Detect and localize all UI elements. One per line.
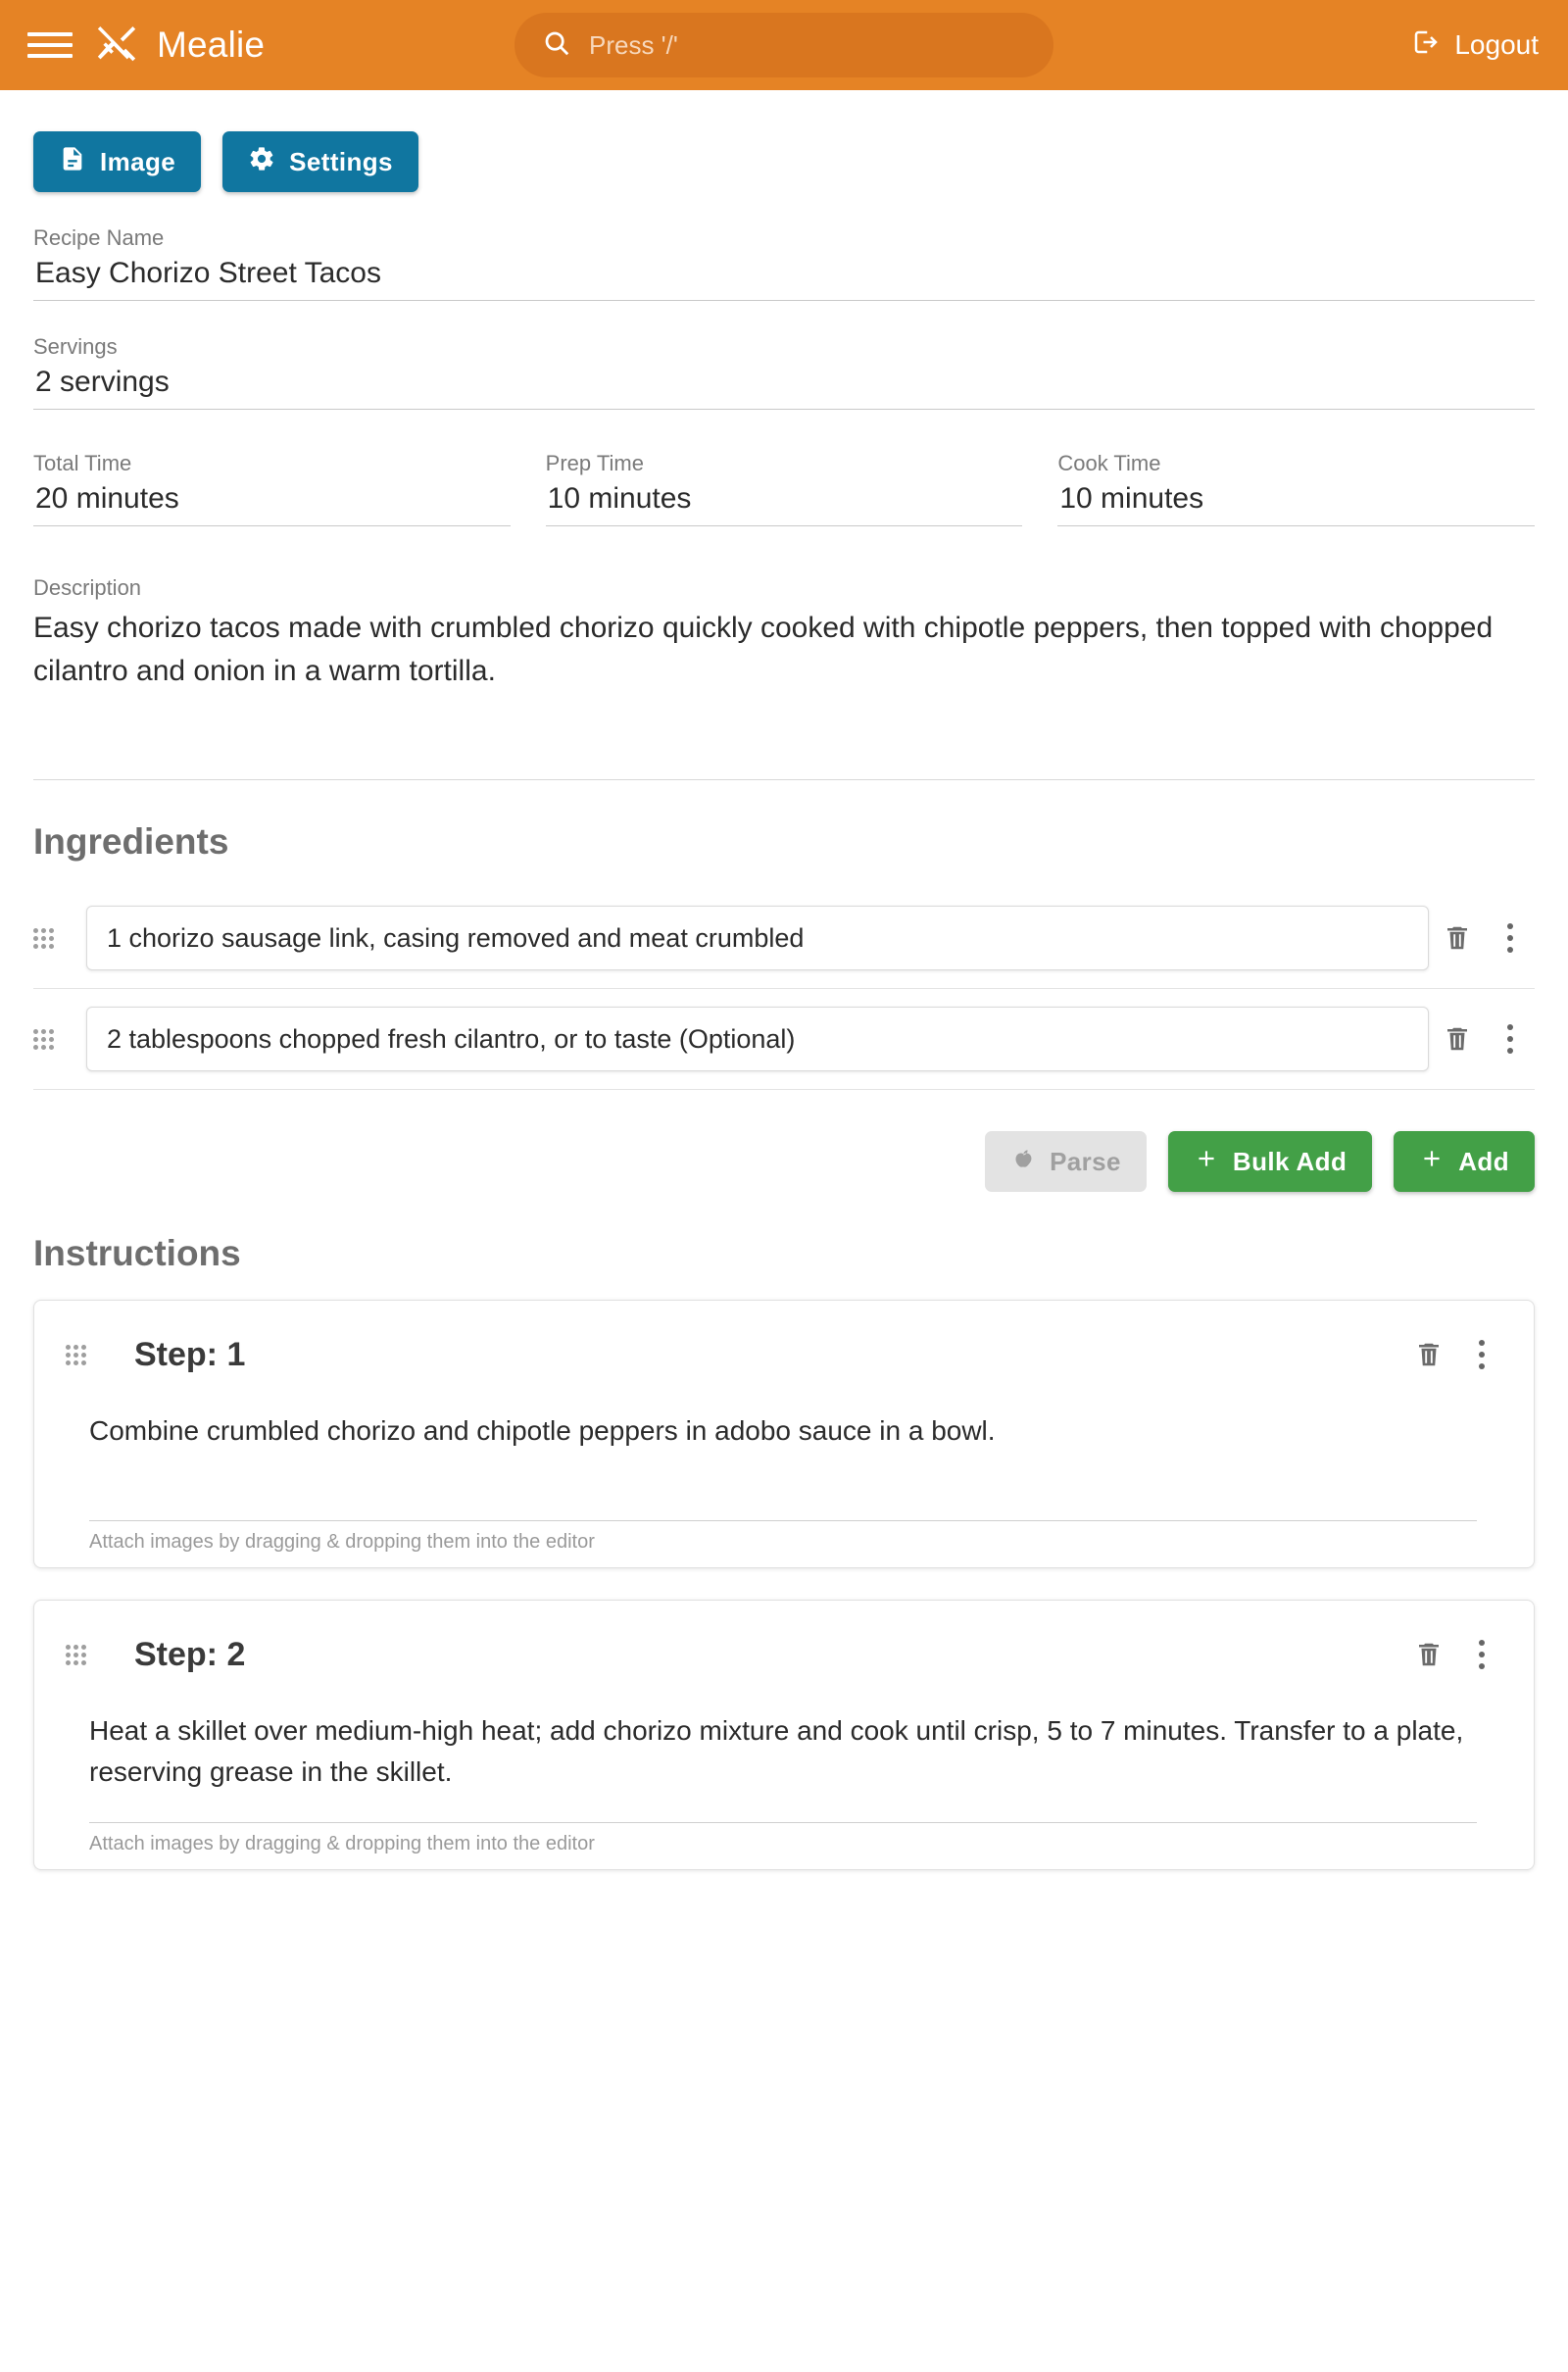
ingredient-actions xyxy=(33,1131,1535,1192)
recipe-name-label: Recipe Name xyxy=(33,225,165,250)
total-time-input[interactable] xyxy=(33,482,511,526)
trash-icon[interactable] xyxy=(1429,1011,1486,1067)
bulk-add-button[interactable] xyxy=(1168,1131,1372,1192)
settings-button[interactable] xyxy=(222,131,418,192)
instructions-title: Instructions xyxy=(33,1233,241,1273)
instruction-step-card xyxy=(33,1600,1535,1870)
search-box[interactable] xyxy=(514,13,1054,77)
plus-icon xyxy=(1194,1146,1219,1178)
description-label: Description xyxy=(33,575,142,600)
step-header xyxy=(62,1326,1506,1383)
search-icon xyxy=(542,28,571,63)
parse-button[interactable] xyxy=(985,1131,1147,1192)
plus-icon xyxy=(1419,1146,1445,1178)
add-button-label: Add xyxy=(1458,1146,1509,1176)
prep-time-input[interactable] xyxy=(546,482,1023,526)
app-title: Mealie xyxy=(157,25,266,65)
drag-handle-icon[interactable] xyxy=(66,1645,107,1665)
section-divider xyxy=(33,779,1535,780)
drag-handle-icon[interactable] xyxy=(66,1345,107,1365)
trash-icon[interactable] xyxy=(1400,1326,1457,1383)
trash-icon[interactable] xyxy=(1429,910,1486,966)
step-title: Step: 2 xyxy=(134,1635,246,1673)
ingredients-title: Ingredients xyxy=(33,821,229,862)
description-field xyxy=(33,575,1535,754)
logout-button[interactable] xyxy=(1411,27,1539,64)
step-header xyxy=(62,1626,1506,1683)
prep-time-label: Prep Time xyxy=(545,451,644,475)
description-input[interactable]: Easy chorizo tacos made with crumbled chorizo quickly cooked with chipotle peppers, then topped with chopped cilantro and onion in a warm tortilla. xyxy=(33,612,1494,687)
hamburger-icon[interactable] xyxy=(27,23,73,68)
food-apple-icon xyxy=(1010,1146,1036,1178)
ingredient-row xyxy=(33,888,1535,989)
recipe-name-input[interactable] xyxy=(33,257,1535,301)
fork-knife-icon xyxy=(94,23,139,68)
times-row xyxy=(33,451,1535,526)
logout-label: Logout xyxy=(1454,29,1539,60)
step-title: Step: 1 xyxy=(134,1335,246,1373)
ingredient-input[interactable] xyxy=(86,1007,1429,1071)
ingredient-input[interactable] xyxy=(86,906,1429,970)
cook-time-input[interactable] xyxy=(1057,482,1535,526)
search-input[interactable] xyxy=(587,29,1026,62)
instruction-step-card xyxy=(33,1300,1535,1568)
editor-sheet xyxy=(0,90,1568,1941)
kebab-menu-icon[interactable] xyxy=(1486,910,1535,966)
recipe-name-field xyxy=(33,225,1535,301)
prep-time-field xyxy=(546,451,1023,526)
app-header xyxy=(0,0,1568,90)
servings-label: Servings xyxy=(33,334,118,359)
cook-time-label: Cook Time xyxy=(1057,451,1161,475)
add-button[interactable] xyxy=(1394,1131,1535,1192)
cook-time-field xyxy=(1057,451,1535,526)
image-button-label: Image xyxy=(100,146,176,176)
image-button[interactable] xyxy=(33,131,201,192)
total-time-field xyxy=(33,451,511,526)
total-time-label: Total Time xyxy=(33,451,132,475)
drag-handle-icon[interactable] xyxy=(33,928,74,949)
step-attach-hint: Attach images by dragging & dropping them into the editor xyxy=(89,1822,1477,1855)
kebab-menu-icon[interactable] xyxy=(1457,1626,1506,1683)
trash-icon[interactable] xyxy=(1400,1626,1457,1683)
drag-handle-icon[interactable] xyxy=(33,1029,74,1050)
step-text-editor[interactable]: Combine crumbled chorizo and chipotle peppers in adobo sauce in a bowl. xyxy=(89,1415,996,1446)
kebab-menu-icon[interactable] xyxy=(1486,1011,1535,1067)
kebab-menu-icon[interactable] xyxy=(1457,1326,1506,1383)
settings-button-label: Settings xyxy=(289,146,393,176)
step-text-editor[interactable]: Heat a skillet over medium-high heat; add chorizo mixture and cook until crisp, 5 to 7 minutes. Transfer to a plate, reserving grease in the skillet. xyxy=(89,1715,1464,1787)
brand[interactable] xyxy=(94,23,265,68)
bulk-add-button-label: Bulk Add xyxy=(1232,1146,1348,1176)
gear-icon xyxy=(248,145,275,179)
ingredient-row xyxy=(33,989,1535,1090)
parse-button-label: Parse xyxy=(1050,1146,1121,1176)
image-file-icon xyxy=(59,145,86,179)
step-attach-hint: Attach images by dragging & dropping them into the editor xyxy=(89,1520,1477,1554)
logout-icon xyxy=(1411,27,1441,64)
editor-toolbar xyxy=(33,90,1535,192)
servings-input[interactable] xyxy=(33,366,1535,410)
servings-field xyxy=(33,334,1535,410)
